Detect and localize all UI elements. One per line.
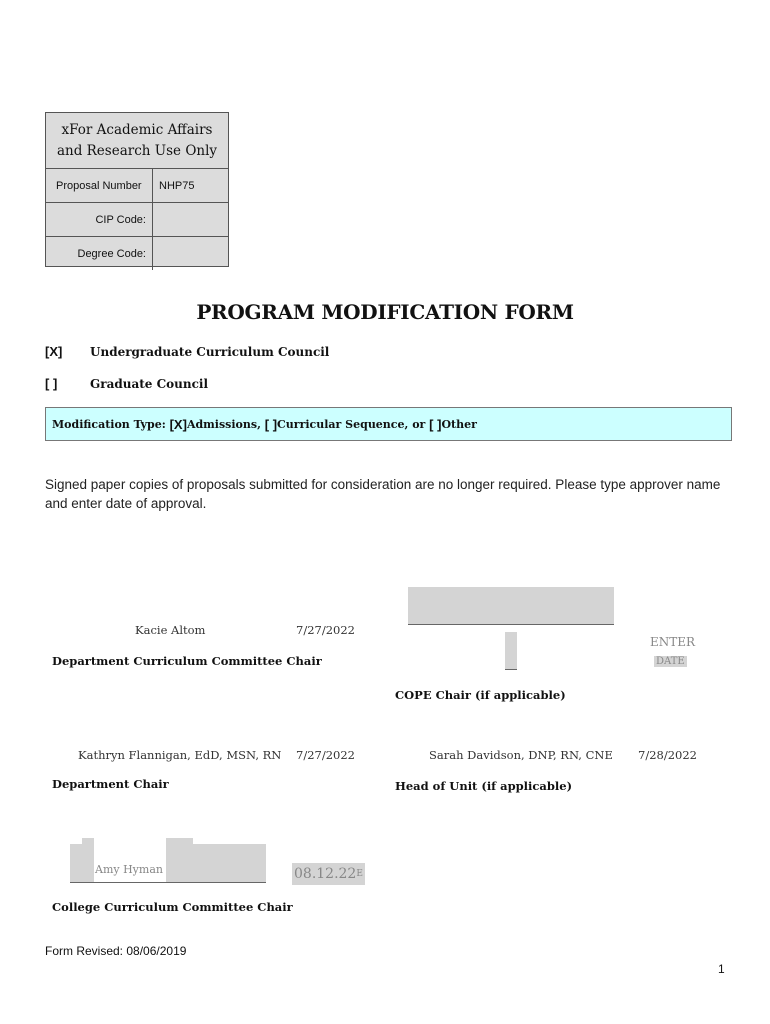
gc-checkbox[interactable]: [ ] — [45, 376, 58, 391]
dept-chair-date[interactable]: 7/27/2022 — [296, 748, 355, 762]
ucc-checkbox[interactable]: [X] — [45, 344, 63, 359]
college-chair-name-line[interactable] — [94, 862, 166, 883]
curricular-sequence-checkbox[interactable]: [ ] — [264, 416, 278, 432]
office-row-degree — [46, 237, 228, 270]
cope-date-placeholder-bottom[interactable]: DATE — [656, 656, 685, 667]
page-title: PROGRAM MODIFICATION FORM — [196, 300, 574, 324]
curricular-sequence-label: Curricular Sequence, — [277, 417, 409, 431]
cip-code-field[interactable] — [153, 203, 228, 236]
modification-type-label: Modification Type: — [52, 417, 166, 431]
cope-chair-name-field[interactable] — [408, 587, 614, 625]
admissions-checkbox[interactable]: [X] — [169, 416, 187, 432]
dept-curriculum-chair-role: Department Curriculum Committee Chair — [52, 654, 322, 668]
head-of-unit-name[interactable]: Sarah Davidson, DNP, RN, CNE — [429, 748, 613, 762]
dept-chair-name[interactable]: Kathryn Flannigan, EdD, MSN, RN — [78, 748, 282, 762]
office-use-header: xFor Academic Affairs and Research Use Only — [46, 113, 228, 169]
gc-label: Graduate Council — [90, 377, 209, 391]
college-chair-name[interactable]: Amy Hyman — [95, 863, 163, 876]
dept-curriculum-chair-date[interactable]: 7/27/2022 — [296, 623, 355, 637]
head-of-unit-role: Head of Unit (if applicable) — [395, 779, 573, 793]
form-revised-footer: Form Revised: 08/06/2019 — [45, 944, 187, 958]
page-number: 1 — [718, 962, 725, 976]
instructions-text: Signed paper copies of proposals submitted for consideration are no longer required. Please type approver name and enter date of approval. — [45, 477, 721, 511]
modification-type-box — [45, 407, 732, 441]
degree-code-label: Degree Code: — [46, 237, 153, 270]
other-checkbox[interactable]: [ ] — [429, 416, 442, 432]
cope-date-placeholder-top[interactable]: ENTER — [650, 635, 696, 649]
college-chair-role: College Curriculum Committee Chair — [52, 900, 293, 914]
head-of-unit-date[interactable]: 7/28/2022 — [638, 748, 697, 762]
college-chair-date-suffix: E — [356, 869, 363, 879]
ucc-label: Undergraduate Curriculum Council — [90, 345, 330, 359]
proposal-number-label: Proposal Number — [46, 169, 153, 202]
college-chair-field-segment[interactable] — [70, 844, 82, 883]
office-row-cip — [46, 203, 228, 237]
dept-chair-role: Department Chair — [52, 777, 169, 791]
college-chair-field-segment[interactable] — [166, 838, 193, 883]
cip-code-label: CIP Code: — [46, 203, 153, 236]
college-chair-field-segment[interactable] — [193, 844, 266, 883]
or-text: or — [412, 417, 426, 431]
college-chair-field-segment[interactable] — [82, 838, 94, 883]
office-use-box — [45, 112, 229, 267]
degree-code-field[interactable] — [153, 237, 228, 270]
cope-chair-date-marker[interactable] — [505, 632, 517, 670]
office-row-proposal — [46, 169, 228, 203]
other-label: Other — [441, 417, 477, 431]
proposal-number-field[interactable]: NHP75 — [159, 179, 195, 192]
admissions-label: Admissions, — [186, 417, 261, 431]
cope-chair-role: COPE Chair (if applicable) — [395, 688, 566, 702]
college-chair-date[interactable]: 08.12.22 — [294, 866, 357, 882]
college-chair-date-field[interactable] — [292, 863, 365, 885]
dept-curriculum-chair-name[interactable]: Kacie Altom — [135, 623, 206, 637]
